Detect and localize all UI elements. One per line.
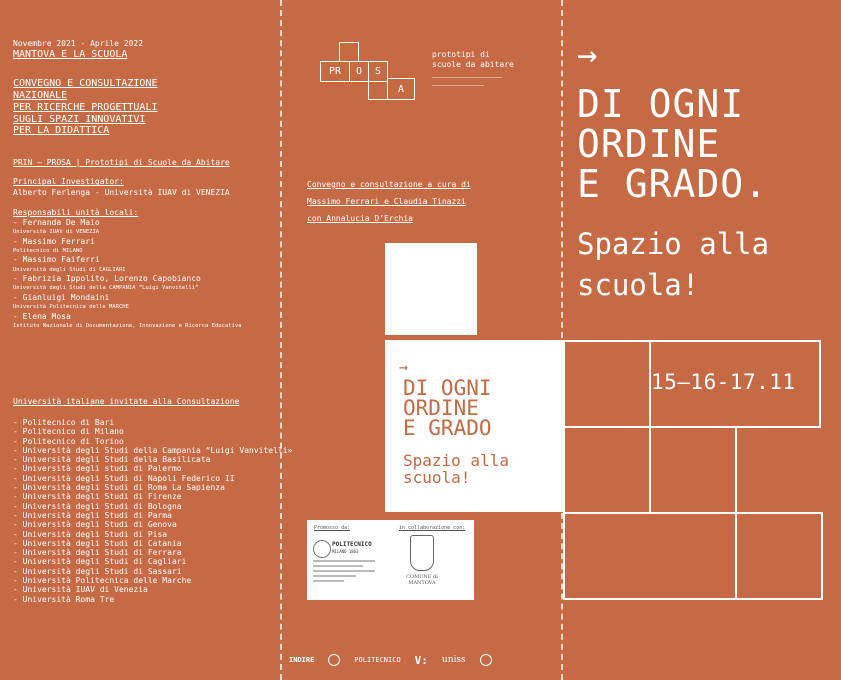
list-item: - Università IUAV di Venezia — [13, 585, 148, 595]
list-item: - Università degli Studi di Roma La Sapienza — [13, 483, 225, 493]
pi-label: Principal Investigator: — [13, 177, 124, 187]
list-item: - Università degli Studi di Catania — [13, 538, 182, 548]
card-title: DI OGNI ORDINE E GRADO — [403, 376, 492, 440]
list-item: - Politecnico di Torino — [13, 436, 124, 446]
footer-mark-icon — [328, 654, 340, 666]
resp-name: - Massimo Ferrari — [13, 236, 95, 246]
grid-box — [735, 512, 823, 600]
list-item: - Università degli Studi della Campania “Luigi Vanvitelli» — [13, 445, 293, 455]
logo-caption-faded — [432, 71, 514, 86]
logo-box-o: O — [349, 61, 369, 82]
list-item: - Università degli Studi di Firenze — [13, 492, 182, 502]
uniss-logo: uniss — [441, 655, 466, 665]
marche-seal-icon — [480, 654, 492, 666]
resp-name: - Gianluigi Mondaini — [13, 292, 110, 302]
resp-inst: Università degli Studi della CAMPANIA “Luigi Vanvitelli” — [13, 285, 199, 292]
list-item: - Politecnico di Milano — [13, 427, 124, 437]
comune-crest-icon — [410, 535, 434, 571]
list-item: - Università degli Studi di Napoli Federico II — [13, 473, 235, 483]
list-item: - Università degli Studi di Sassari — [13, 566, 182, 576]
comune-name: COMUNE di MANTOVA — [406, 574, 438, 586]
card-subtitle: Spazio alla scuola! — [403, 451, 509, 487]
collab-label: in collaborazione con: — [399, 525, 466, 531]
sponsor-box — [307, 520, 474, 600]
list-item: - Università degli Studi di Genova — [13, 520, 177, 530]
politecnico-footer-logo: POLITECNICO — [354, 656, 401, 664]
grid-box — [563, 426, 565, 600]
list-item: - Università degli Studi della Basilicata — [13, 455, 211, 465]
resp-inst: Politecnico di MILANO — [13, 247, 83, 254]
prin-line: PRIN – PROSA | Prototipi di Scuole da Abitare — [13, 158, 230, 168]
logo-box-pr: PR — [320, 61, 350, 82]
logo-box-s: S — [368, 61, 388, 82]
main-subtitle: Spazio alla scuola! — [577, 227, 770, 302]
politecnico-sub: MILANO 1863 — [332, 549, 359, 554]
resp-name: - Elena Mosa — [13, 311, 71, 321]
list-item: - Università degli Studi di Cagliari — [13, 557, 187, 567]
list-item: - Università Politecnica delle Marche — [13, 576, 192, 586]
arrow-icon: → — [577, 35, 598, 75]
grid-box — [649, 426, 737, 514]
iuav-logo: V: — [414, 653, 428, 667]
list-item: - Università Roma Tre — [13, 594, 115, 604]
white-square-small — [385, 243, 477, 335]
list-item: - Università degli Studi di Bologna — [13, 501, 182, 511]
resp-name: - Massimo Faiferri — [13, 255, 100, 265]
curated-by: Convegno e consultazione a cura di Massimo Ferrari e Claudia Tinazzi con Annalucia D’Erchia — [307, 180, 471, 223]
title-card — [385, 340, 563, 512]
politecnico-seal-icon — [313, 540, 331, 558]
logo-box-a: A — [387, 78, 415, 100]
resp-inst: Università IUAV di VENEZIA — [13, 229, 100, 236]
resp-name: - Fernanda De Maio — [13, 218, 100, 227]
list-item: - Università degli Studi di Ferrara — [13, 548, 182, 558]
event-name: MANTOVA E LA SCUOLA — [13, 49, 128, 61]
dates: Novembre 2021 - Aprile 2022 — [13, 39, 144, 48]
list-item: - Università degli Studi di Parma — [13, 510, 172, 520]
grid-box — [563, 512, 737, 514]
list-item: - Università degli studi di Palermo — [13, 464, 182, 474]
logo-caption: prototipi di scuole da abitare — [432, 50, 514, 86]
politecnico-fineprint — [313, 560, 375, 582]
left-panel — [13, 39, 275, 330]
resp-inst: Università Politecnica delle MARCHE — [13, 304, 129, 311]
universities-list — [13, 418, 292, 604]
resp-inst: Università degli Studi di CAGLIARI — [13, 266, 126, 273]
universities-label: Università italiane invitate alla Consultazione — [13, 397, 240, 406]
indire-logo: INDIRE — [289, 656, 315, 664]
grid-box — [563, 598, 823, 600]
logo-box-mid — [368, 81, 388, 100]
pi-value: Alberto Ferlenga - Università IUAV di VENEZIA — [13, 187, 230, 197]
grid-box — [563, 340, 651, 428]
resp-list — [13, 218, 275, 330]
footer-logos — [289, 650, 559, 670]
event-date: 15–16-17.11 — [651, 370, 796, 394]
logo-box-top — [339, 42, 359, 62]
conference-title: CONVEGNO E CONSULTAZIONE NAZIONALE PER RICERCHE PROGETTUALI SUGLI SPAZI INNOVATIVI PER LA DIDATTICA — [13, 78, 158, 137]
resp-label: Responsabili unità locali: — [13, 207, 139, 217]
list-item: - Università degli Studi di Pisa — [13, 529, 168, 539]
resp-inst: Istituto Nazionale di Documentazione, Innovazione e Ricerca Educativa — [13, 322, 242, 329]
card-arrow-icon: → — [399, 358, 409, 376]
main-title: DI OGNI ORDINE E GRADO. — [577, 82, 769, 206]
politecnico-name: POLITECNICO — [332, 541, 372, 548]
resp-name: - Fabrizia Ippolito, Lorenzo Capobianco — [13, 274, 201, 284]
list-item: - Politecnico di Bari — [13, 418, 115, 427]
promoted-label: Promosso da: — [314, 525, 351, 531]
